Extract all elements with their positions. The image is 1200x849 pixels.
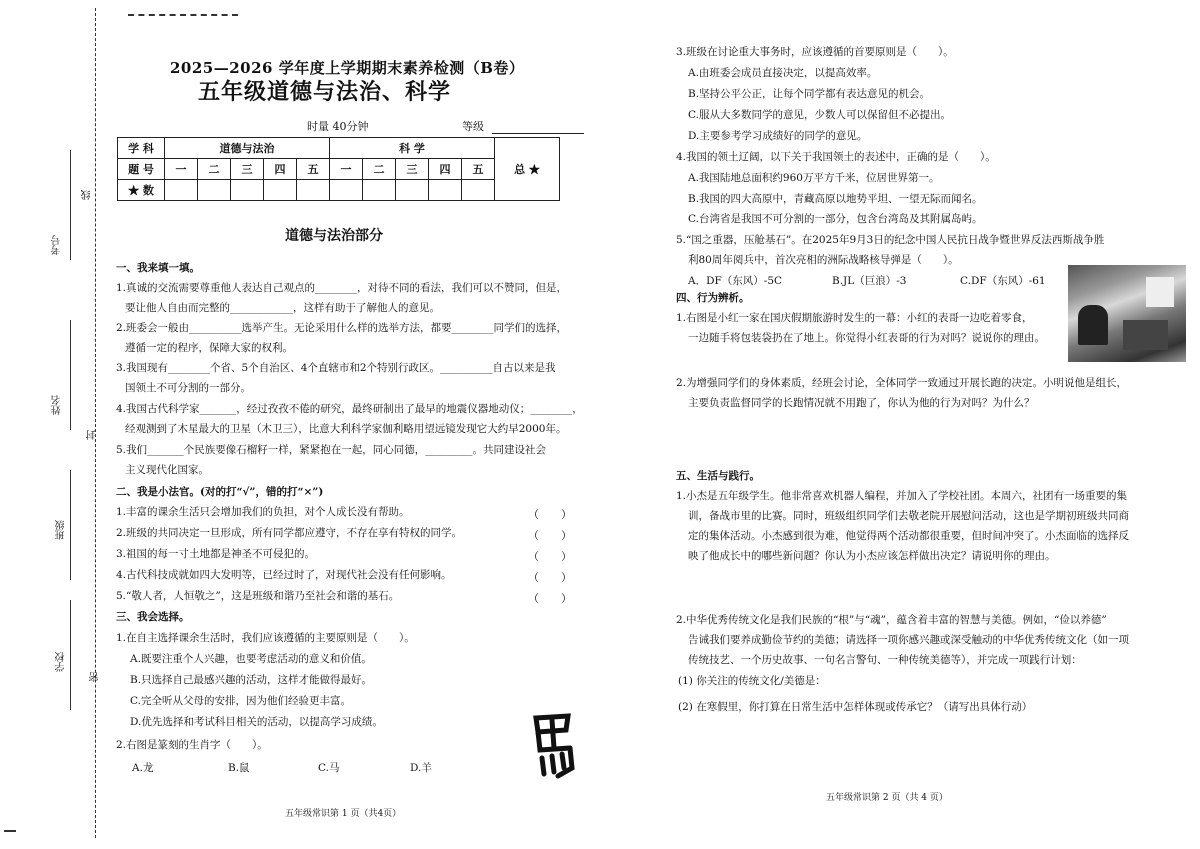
choice-option: A．DF（东风）-5C: [688, 275, 783, 287]
margin-label-xian: 线: [82, 190, 93, 200]
choice-option: B.只选择自己最感兴趣的活动，这样才能做得最好。: [130, 674, 373, 686]
score-table-cell: 四: [264, 159, 297, 180]
section-title: 道德与法治部分: [285, 228, 383, 244]
part1-line: 经观测到了木星最大的卫星（木卫三），比意大利科学家伽利略用望远镜发现它大约早2000年。: [125, 423, 567, 435]
score-table-cell: ★ 数: [118, 180, 165, 201]
judge-answer-paren[interactable]: （ ）: [528, 508, 572, 521]
top-scan-mark: [128, 14, 238, 19]
choice-option: A.由班委会成员直接决定，以提高效率。: [688, 67, 878, 79]
choice-question: 3.班级在讨论重大事务时，应该遵循的首要原则是（ ）。: [676, 46, 954, 58]
choice-option: B.JL（巨浪）-3: [832, 275, 907, 287]
judge-item: 1.丰富的课余生活只会增加我们的负担，对个人成长没有帮助。: [116, 506, 410, 518]
choice-option: D.羊: [410, 762, 432, 774]
choice-option: B.坚持公平公正，让每个同学都有表达意见的机会。: [688, 88, 931, 100]
corner-mark: [4, 830, 16, 832]
part1-line: 要让他人自由而完整的____________，这样有助于了解他人的意见。: [125, 302, 440, 314]
choice-option: B.我国的四大高原中，青藏高原以地势平坦、一望无际而闻名。: [688, 193, 983, 205]
choice-option: B.鼠: [228, 762, 250, 774]
choice-question: 5.“国之重器，压舱基石”。在2025年9月3日的纪念中国人民抗日战争暨世界反法西斯战争胜: [676, 234, 1105, 246]
score-table-cell: 五: [297, 159, 330, 180]
subject-title: 五年级道德与法治、科学: [198, 79, 452, 105]
margin-label-mi: 密: [90, 672, 101, 682]
choice-option: C.DF（东风）-61: [960, 275, 1046, 287]
score-table: [117, 137, 560, 201]
choice-question: 4.我国的领土辽阔，以下关于我国领土的表述中，正确的是（ ）。: [676, 151, 996, 163]
analysis-question-cont: 主要负责监督同学的长跑情况就不用跑了，你认为他的行为对吗？为什么？: [688, 397, 1035, 409]
judge-answer-paren[interactable]: （ ）: [528, 550, 572, 563]
score-table-subject-header: 学 科: [118, 138, 165, 159]
choice-option: A.既要注重个人兴趣，也要考虑活动的意义和价值。: [130, 653, 372, 665]
practice-question-cont: 映了他成长中的哪些新问题？你认为小杰应该怎样做出决定？请说明你的理由。: [688, 550, 1056, 562]
page1-footer: 五年级常识第 1 页（共4页）: [285, 809, 402, 819]
score-blank[interactable]: [231, 180, 264, 201]
part1-line: 5.我们_______个民族要像石榴籽一样，紧紧抱在一起，同心同德，_________。共同建设社会: [116, 444, 547, 456]
judge-item: 3.祖国的每一寸土地都是神圣不可侵犯的。: [116, 548, 316, 560]
margin-label-kaohao: 考号: [52, 235, 63, 255]
score-table-cell: 题 号: [118, 159, 165, 180]
choice-option: C.服从大多数同学的意见，少数人可以保留但不必提出。: [688, 109, 951, 121]
score-table-cell: 二: [198, 159, 231, 180]
margin-label-xuexiao: 学校: [56, 652, 67, 672]
judge-answer-paren[interactable]: （ ）: [528, 529, 572, 542]
score-blank[interactable]: [198, 180, 231, 201]
score-table-moral-header: 道德与法治: [165, 138, 330, 159]
score-table-cell: 四: [429, 159, 462, 180]
score-blank[interactable]: [297, 180, 330, 201]
judge-item: 2.班级的共同决定一旦形成，所有同学都应遵守，不存在享有特权的同学。: [116, 527, 463, 539]
score-blank[interactable]: [330, 180, 363, 201]
margin-label-banji: 班级: [56, 520, 67, 540]
choice-option: A.我国陆地总面积约960万平方千米，位居世界第一。: [688, 172, 940, 184]
analysis-question: 1.右图是小红一家在国庆假期旅游时发生的一幕：小红的表哥一边吃着零食，: [676, 312, 1033, 324]
score-table-cell: 三: [231, 159, 264, 180]
part5-heading: 五、生活与践行。: [676, 470, 760, 482]
score-table-science-header: 科 学: [330, 138, 495, 159]
part1-line: 主义现代化国家。: [125, 464, 209, 476]
practice-question-cont: 传统技艺、一个历史故事、一句名言警句、一种传统美德等），并完成一项践行计划：: [688, 654, 1082, 666]
part1-line: 2.班委会一般由__________选举产生。无论采用什么样的选举方法，都要________同学们的选择，: [116, 322, 568, 334]
practice-question-cont: 训，备战市里的比赛。同时，班级组织同学们去敬老院开展慰问活动，这也是学期初班级共同商: [688, 510, 1129, 522]
judge-item: 5.“敬人者，人恒敬之”，这是班级和谐乃至社会和谐的基石。: [116, 590, 400, 602]
part2-heading: 二、我是小法官。(对的打“√”，错的打“×”): [116, 486, 324, 498]
practice-question: 1.小杰是五年级学生。他非常喜欢机器人编程，并加入了学校社团。本周六，社团有一场重要的集: [676, 490, 1128, 502]
part1-line: 3.我国现有________个省、5个自治区、4个直辖市和2个特别行政区。__________自古以来是我: [116, 362, 556, 374]
score-table-cell: 五: [462, 159, 495, 180]
score-table-cell: 一: [330, 159, 363, 180]
grade-label: 等级: [462, 120, 484, 133]
binding-dashed-line: [95, 8, 96, 838]
grade-blank[interactable]: [492, 133, 584, 134]
score-table-cell: 一: [165, 159, 198, 180]
part1-line: 4.我国古代科学家_______，经过孜孜不倦的研究，最终研制出了最早的地震仪器地动仪；________，: [116, 403, 583, 415]
xingming-line: [70, 320, 71, 430]
analysis-question: 2.为增强同学们的身体素质，经班会讨论，全体同学一致通过开展长跑的决定。小明说他是组长，: [676, 377, 1128, 389]
practice-subquestion: (2) 在寒假里，你打算在日常生活中怎样体现或传承它？（请写出具体行动）: [678, 701, 1033, 713]
practice-subquestion: (1) 你关注的传统文化/美德是：: [678, 675, 826, 687]
part4-heading: 四、行为辨析。: [676, 292, 750, 304]
choice-option: C.马: [318, 762, 340, 774]
score-blank[interactable]: [429, 180, 462, 201]
choice-option: D.优先选择和考试科目相关的活动，以提高学习成绩。: [130, 716, 383, 728]
judge-item: 4.古代科技成就如四大发明等，已经过时了，对现代社会没有任何影响。: [116, 569, 452, 581]
score-table-cell: 二: [363, 159, 396, 180]
part1-heading: 一、我来填一填。: [116, 262, 200, 274]
margin-label-xingming: 姓名: [52, 395, 63, 415]
choice-question-cont: 利80周年阅兵中，首次亮相的洲际战略核导弹是（ ）。: [688, 254, 959, 266]
score-blank[interactable]: [462, 180, 495, 201]
choice-option: A.龙: [132, 762, 154, 774]
practice-question: 2.中华优秀传统文化是我们民族的“根”与“魂”，蕴含着丰富的智慧与美德。例如，“俭以养德”: [676, 614, 1107, 626]
score-table-total-header: 总 ★: [495, 138, 560, 201]
score-blank[interactable]: [165, 180, 198, 201]
choice-question: 2.右图是篆刻的生肖字（ ）。: [116, 739, 268, 751]
judge-answer-paren[interactable]: （ ）: [528, 592, 572, 605]
part1-line: 遵循一定的程序，保障大家的权利。: [125, 342, 293, 354]
judge-answer-paren[interactable]: （ ）: [528, 571, 572, 584]
choice-option: C.台湾省是我国不可分割的一部分，包含台湾岛及其附属岛屿。: [688, 213, 983, 225]
kaohao-line: [70, 150, 71, 260]
analysis-question-cont: 一边随手将包装袋扔在了地上。你觉得小红表哥的行为对吗？说说你的理由。: [688, 332, 1045, 344]
score-blank[interactable]: [264, 180, 297, 201]
page2-footer: 五年级常识第 2 页（共 4 页）: [826, 793, 948, 803]
choice-option: C.完全听从父母的安排，因为他们经验更丰富。: [130, 695, 351, 707]
part1-line: 1.真诚的交流需要尊重他人表达自己观点的________，对待不同的看法，我们可以不赞同，但是，: [116, 282, 568, 294]
choice-question: 1.在自主选择课余生活时，我们应该遵循的主要原则是（ ）。: [116, 632, 415, 644]
part1-line: 国领土不可分割的一部分。: [125, 382, 251, 394]
margin-label-feng: 封: [87, 430, 98, 440]
banji-line: [70, 470, 71, 580]
score-blank[interactable]: [396, 180, 429, 201]
practice-question-cont: 定的集体活动。小杰感到很为难，他觉得两个活动都很重要，但时间冲突了。小杰面临的选择反: [688, 530, 1129, 542]
score-blank[interactable]: [363, 180, 396, 201]
choice-option: D.主要参考学习成绩好的同学的意见。: [688, 130, 868, 142]
seal-script-image: [528, 710, 583, 780]
practice-question-cont: 告诫我们要养成勤俭节约的美德；请选择一项你感兴趣或深受触动的中华优秀传统文化（如一项: [688, 634, 1129, 646]
litter-scene-photo: [1068, 265, 1186, 362]
part3-heading: 三、我会选择。: [116, 611, 190, 623]
exam-title: 2025—2026 学年度上学期期末素养检测（B卷）: [170, 59, 525, 77]
score-table-cell: 三: [396, 159, 429, 180]
time-label: 时量 40分钟: [307, 120, 369, 133]
xuexiao-line: [70, 600, 71, 710]
